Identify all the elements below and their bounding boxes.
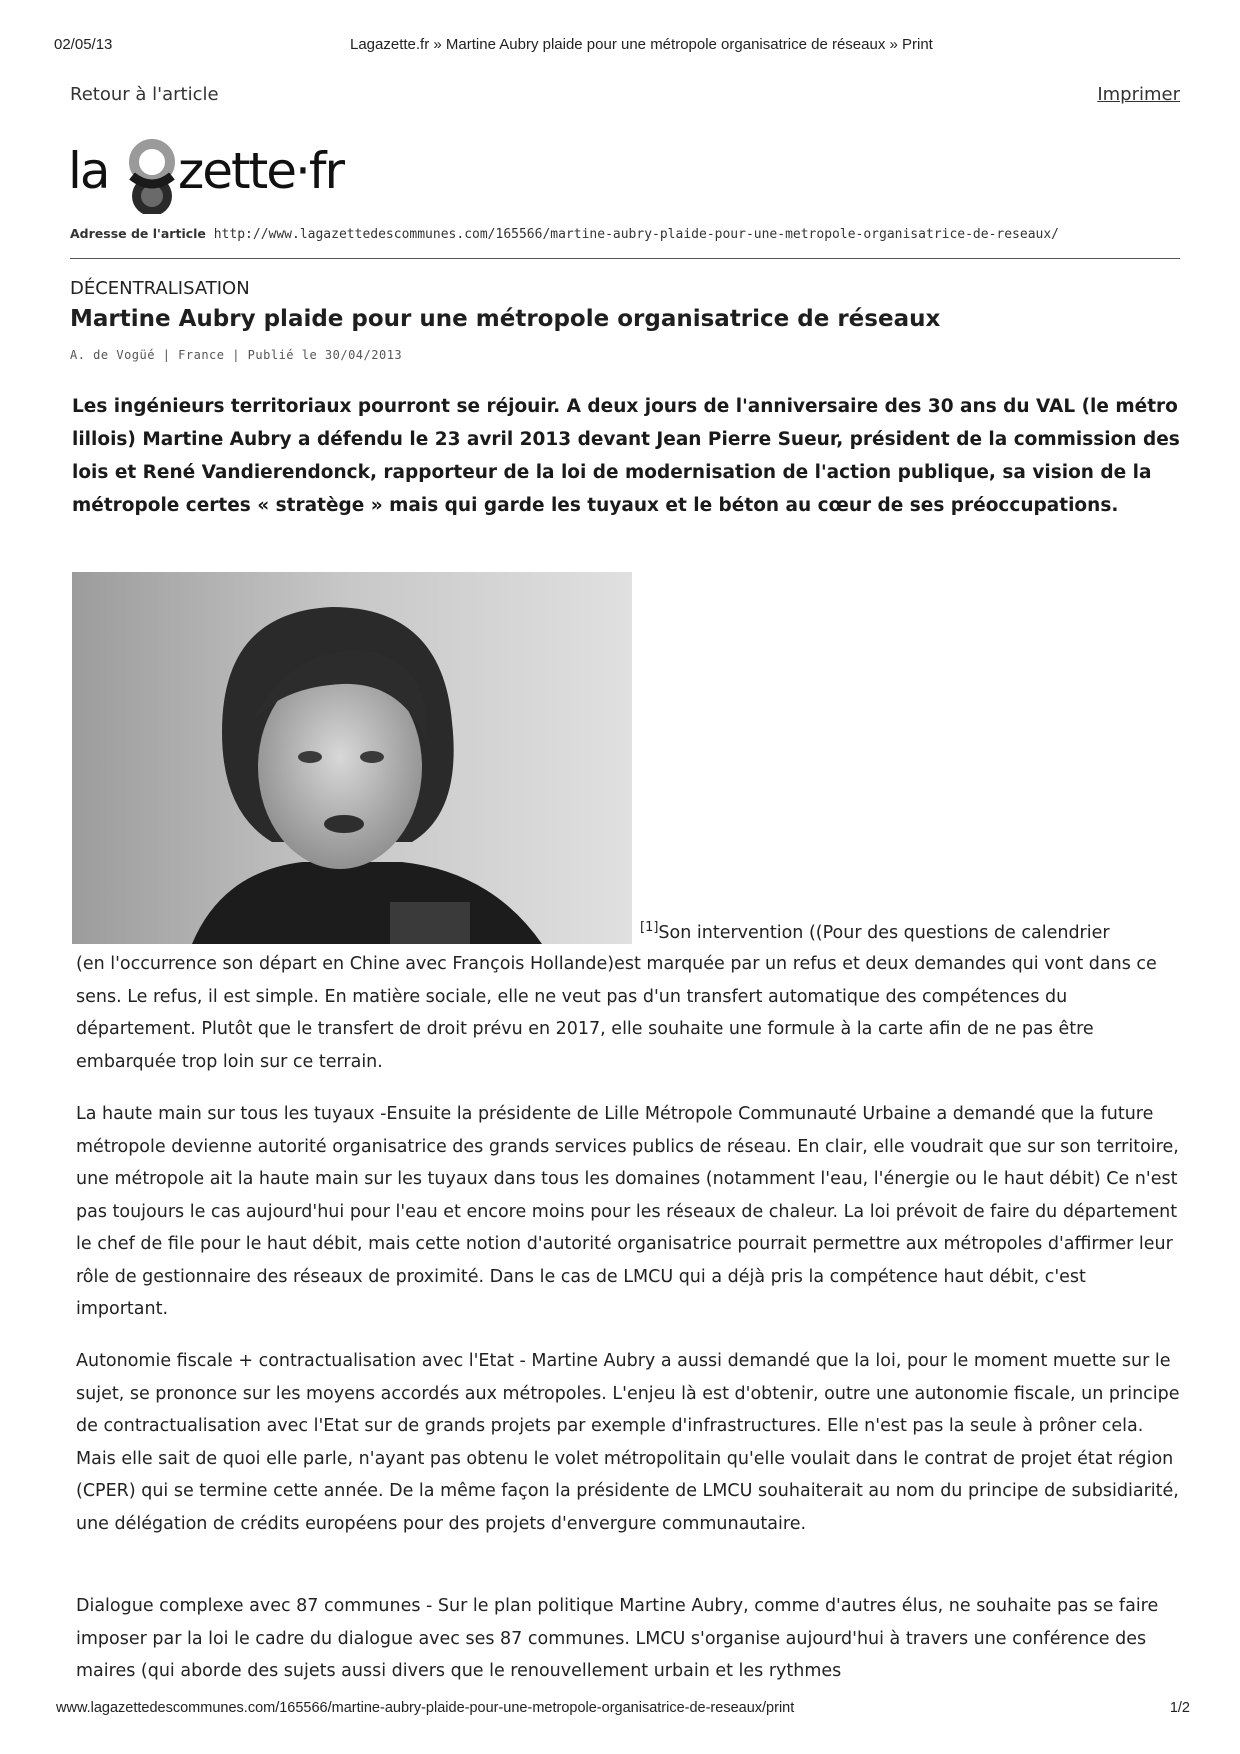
print-page-title: Lagazette.fr » Martine Aubry plaide pour une métropole organisatrice de réseaux » Print bbox=[350, 36, 933, 53]
site-logo[interactable] bbox=[68, 140, 368, 220]
article-photo bbox=[72, 572, 632, 944]
article-category: DÉCENTRALISATION bbox=[70, 278, 250, 299]
paragraph-1: (en l'occurrence son départ en Chine avec François Hollande)est marquée par un refus et deux demandes qui vont dans ce sens. Le refus, il est simple. En matière sociale, elle ne veut pas d'un transfert automatique des compétences du département. Plutôt que le transfert de droit prévu en 2017, elle souhaite une formule à la carte afin de ne pas être embarquée trop loin sur ce terrain. bbox=[76, 954, 1157, 1072]
footnote-marker[interactable]: [1] bbox=[640, 920, 659, 935]
back-to-article-link[interactable]: Retour à l'article bbox=[70, 84, 219, 105]
page-number: 1/2 bbox=[1169, 1700, 1190, 1716]
print-footer-url: www.lagazettedescommunes.com/165566/martine-aubry-plaide-pour-une-metropole-organisatrice-de-reseaux/print bbox=[56, 1700, 795, 1716]
print-header bbox=[54, 36, 1186, 60]
article-byline: A. de Vogüé | France | Publié le 30/04/2013 bbox=[70, 348, 403, 362]
paragraph-4: Dialogue complexe avec 87 communes - Sur le plan politique Martine Aubry, comme d'autres élus, ne souhaite pas se faire imposer par la loi le cadre du dialogue avec ses 87 communes. LMCU s'organise aujourd'hui à travers une conférence des maires (qui aborde des sujets aussi divers que le renouvellement urbain et les rythmes bbox=[76, 1596, 1159, 1681]
print-date: 02/05/13 bbox=[54, 36, 113, 53]
article-lead: Les ingénieurs territoriaux pourront se réjouir. A deux jours de l'anniversaire des 30 ans du VAL (le métro lillois) Martine Aubry a défendu le 23 avril 2013 devant Jean Pierre Sueur, président de la commission des lois et René Vandierendonck, rapporteur de la loi de modernisation de l'action publique, sa vision de la métropole certes « stratège » mais qui garde les tuyaux et le béton au cœur de ses préoccupations. bbox=[72, 396, 1180, 516]
logo-text-la: la bbox=[68, 142, 109, 200]
top-navigation bbox=[70, 84, 1180, 112]
paragraph-3: Autonomie fiscale + contractualisation avec l'Etat - Martine Aubry a aussi demandé que la loi, pour le moment muette sur le sujet, se prononce sur les moyens accordés aux métropoles. L'enjeu là est d'obtenir, outre une autonomie fiscale, un principe de contractualisation avec l'Etat sur de grands projets par exemple d'infrastructures. Elle n'est pas la seule à prôner cela. Mais elle sait de quoi elle parle, n'ayant pas obtenu le volet métropolitain qu'elle voulait dans le contrat de projet état région (CPER) qui se termine cette année. De la même façon la présidente de LMCU souhaiterait au nom du principe de subsidiarité, une délégation de crédits européens pour des projets d'envergure communautaire. bbox=[76, 1351, 1180, 1534]
article-address bbox=[70, 226, 1059, 242]
header-divider bbox=[70, 258, 1180, 259]
logo-g-icon bbox=[124, 134, 180, 214]
portrait-illustration bbox=[72, 572, 632, 944]
paragraph-1-start bbox=[640, 920, 1110, 943]
print-link[interactable]: Imprimer bbox=[1097, 84, 1180, 105]
article-address-url[interactable]: http://www.lagazettedescommunes.com/165566/martine-aubry-plaide-pour-une-metropole-organisatrice-de-reseaux/ bbox=[213, 227, 1060, 242]
paragraph-2: La haute main sur tous les tuyaux -Ensuite la présidente de Lille Métropole Communauté Urbaine a demandé que la future métropole devienne autorité organisatrice des grands services publics de réseau. En clair, elle voudrait que sur son territoire, une métropole ait la haute main sur les tuyaux dans tous les domaines (notamment l'eau, l'énergie ou le haut débit) Ce n'est pas toujours le cas aujourd'hui pour l'eau et encore moins pour les réseaux de chaleur. La loi prévoit de faire du département le chef de file pour le haut débit, mais cette notion d'autorité organisatrice pourrait permettre aux métropoles d'affirmer leur rôle de gestionnaire des réseaux de proximité. Dans le cas de LMCU qui a déjà pris la compétence haut débit, c'est important. bbox=[76, 1104, 1179, 1319]
paragraph-1-start-text: Son intervention ((Pour des questions de calendrier bbox=[658, 922, 1110, 943]
logo-text-zette: zette·fr bbox=[178, 142, 344, 200]
article-address-label: Adresse de l'article bbox=[70, 226, 206, 241]
article-title: Martine Aubry plaide pour une métropole organisatrice de réseaux bbox=[70, 306, 941, 332]
